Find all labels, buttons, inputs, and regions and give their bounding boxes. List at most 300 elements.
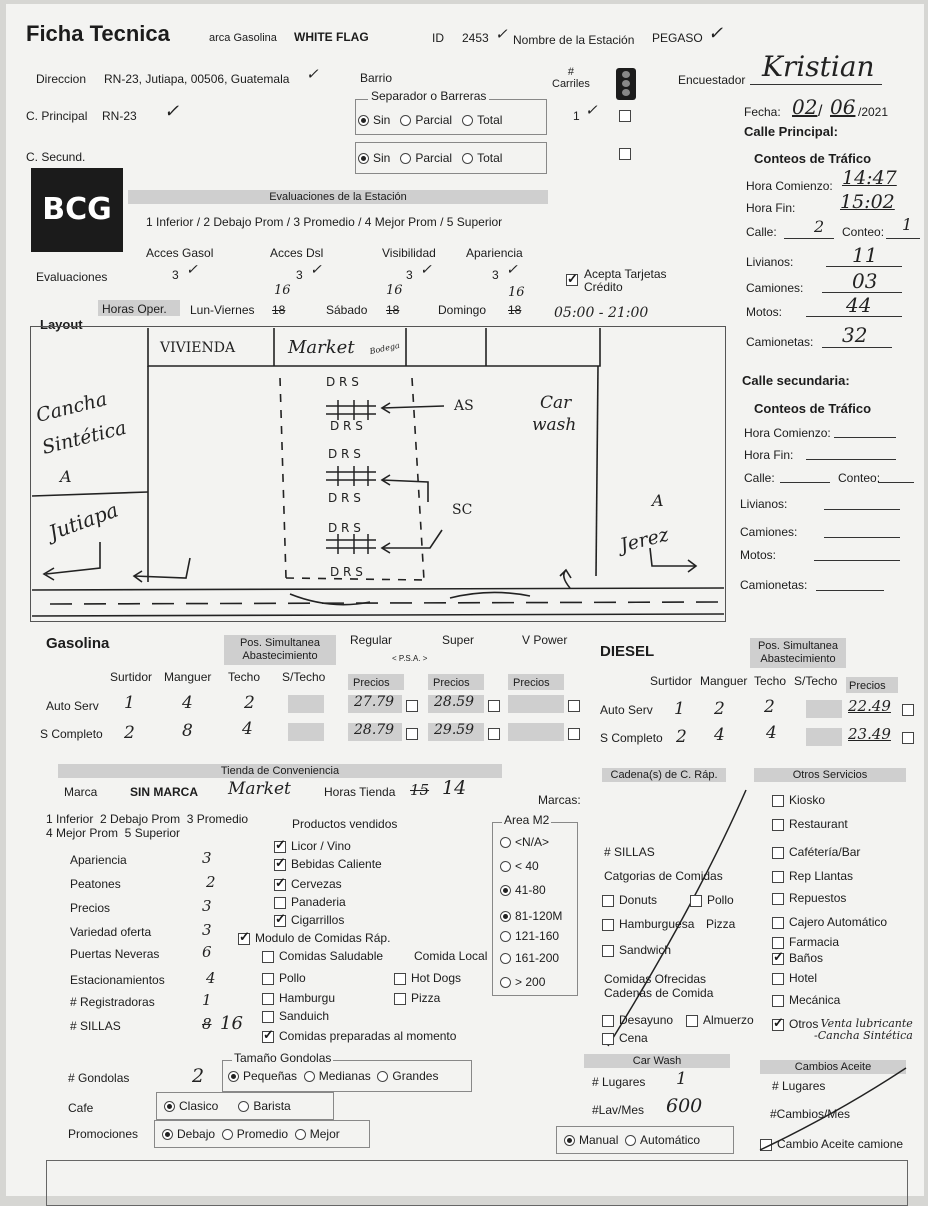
gondola-size-options[interactable]: [228, 1070, 438, 1083]
store-hours-new: 14: [442, 777, 467, 799]
weekday-new: 16: [274, 283, 291, 298]
radio-parcial[interactable]: [400, 115, 411, 126]
motos-line: [814, 560, 900, 561]
date-day: 02: [792, 95, 818, 119]
diesel-auto-serv-techo: 2: [764, 697, 775, 717]
oil-monthly-label: #Cambios/Mes: [770, 1107, 851, 1121]
fast-food-module[interactable]: [238, 932, 390, 945]
option-label: Total: [477, 113, 503, 127]
car-wash-places-label: # Lugares: [592, 1075, 646, 1089]
auto-serv-label: Auto Serv: [46, 699, 99, 713]
cena-checkbox[interactable]: [602, 1033, 614, 1045]
street-value: 2: [814, 217, 825, 236]
super-price-header: Precios: [433, 677, 470, 689]
promo-option-label: Promedio: [236, 1127, 289, 1141]
option-label: Sin: [373, 113, 391, 127]
separator-label: Separador o Barreras: [368, 90, 489, 103]
regular-label: Regular: [350, 633, 393, 647]
food-categories-label: Catgorias de Comidas: [604, 869, 723, 883]
check-mark-icon: ✓: [164, 101, 180, 122]
service-label: Cajero Automático: [789, 915, 888, 929]
regular-checkbox[interactable]: [406, 728, 418, 740]
lanes-value: 1: [573, 109, 580, 123]
cafe-options[interactable]: [164, 1100, 291, 1113]
car-wash-places-value: 1: [676, 1069, 687, 1089]
rating-precios-label: Precios: [70, 901, 111, 915]
stecho-shade: [806, 700, 842, 718]
vpower-label: V Power: [522, 633, 568, 647]
sandwich-checkbox[interactable]: [602, 945, 614, 957]
saturday-new: 16: [386, 283, 403, 298]
weekday-old: 18: [272, 303, 286, 317]
chain-sandwich[interactable]: [602, 944, 671, 957]
repuestos-checkbox[interactable]: [772, 893, 784, 905]
food-label: Hot Dogs: [411, 971, 462, 985]
store-brand-value: SIN MARCA: [130, 785, 198, 799]
sanduich-checkbox[interactable]: [262, 1011, 274, 1023]
survey-sheet: [6, 4, 924, 1196]
service-llantas[interactable]: [772, 870, 853, 883]
vpower-checkbox[interactable]: [568, 728, 580, 740]
col-stecho: S/Techo: [282, 670, 326, 684]
stecho-shade: [288, 723, 324, 741]
date-label: Fecha:: [744, 105, 781, 119]
rating-sillas-label: # SILLAS: [70, 1019, 121, 1033]
service-restaurant[interactable]: [772, 818, 848, 831]
diesel-auto-serv-price: 22.49: [848, 697, 891, 715]
size-label: Grandes: [392, 1069, 439, 1083]
vpower-checkbox[interactable]: [568, 700, 580, 712]
food-label: Hamburgu: [279, 991, 336, 1005]
separator-options-secondary[interactable]: [358, 152, 502, 165]
street-line: [784, 238, 834, 239]
rating-sillas-old: 8: [202, 1015, 212, 1033]
food-saludable[interactable]: [262, 950, 383, 963]
area-radio[interactable]: [500, 861, 511, 872]
diesel-col-stecho: S/Techo: [794, 674, 838, 688]
otros-checkbox[interactable]: [772, 1019, 784, 1031]
camiones-value: 03: [852, 269, 878, 293]
chain-pollo[interactable]: [690, 894, 734, 907]
secondary-street-title: Calle secundaria:: [742, 373, 850, 388]
s-completo-regular-price: 28.79: [354, 722, 395, 738]
price-shade: [508, 695, 564, 713]
promo-radio[interactable]: [162, 1129, 173, 1140]
building-market: Market: [288, 337, 355, 358]
check-mark-icon: ✓: [585, 101, 598, 119]
super-checkbox[interactable]: [488, 728, 500, 740]
cafe-radio[interactable]: [238, 1101, 249, 1112]
arrow-a-label: A: [652, 491, 664, 510]
date-sep: /: [818, 103, 823, 120]
area-na[interactable]: [500, 836, 549, 849]
service-farmacia[interactable]: [772, 936, 839, 949]
radio-parcial[interactable]: [400, 153, 411, 164]
car-wash-bar: Car Wash: [584, 1054, 730, 1068]
promo-radio[interactable]: [295, 1129, 306, 1140]
count-value: 1: [902, 215, 913, 234]
hotel-checkbox[interactable]: [772, 973, 784, 985]
cafe-radio[interactable]: [164, 1101, 175, 1112]
cajero-checkbox[interactable]: [772, 917, 784, 929]
pump-drs: D R S: [328, 447, 361, 461]
promo-label: Promociones: [68, 1127, 139, 1141]
camionetas-line: [822, 347, 892, 348]
rating-neveras-value: 6: [202, 943, 212, 961]
traffic-light-icon: [616, 68, 636, 100]
chain-donuts[interactable]: [602, 894, 657, 907]
panaderia-checkbox[interactable]: [274, 897, 286, 909]
s-completo-super-price: 29.59: [434, 722, 475, 738]
kiosko-checkbox[interactable]: [772, 795, 784, 807]
motos-value: 44: [846, 293, 872, 317]
weekday-label: Lun-Viernes: [190, 303, 255, 317]
gasoline-title: Gasolina: [46, 635, 110, 652]
apariencia-value: 3: [492, 268, 499, 282]
donuts-checkbox[interactable]: [602, 895, 614, 907]
licor-checkbox[interactable]: [274, 841, 286, 853]
radio-total[interactable]: [462, 153, 473, 164]
wash-type-options[interactable]: [564, 1134, 700, 1147]
radio-sin[interactable]: [358, 153, 369, 164]
meal-almuerzo[interactable]: [686, 1014, 754, 1027]
lanes-checkbox[interactable]: [619, 110, 631, 122]
diesel-s-completo-label: S Completo: [600, 731, 663, 745]
oil-places-label: # Lugares: [772, 1079, 826, 1093]
llantas-checkbox[interactable]: [772, 871, 784, 883]
area-radio[interactable]: [500, 837, 511, 848]
rating-neveras-label: Puertas Neveras: [70, 947, 160, 961]
chain-item-label: Hamburguesa: [619, 917, 695, 931]
notes-box[interactable]: [46, 1160, 908, 1206]
rating-variedad-label: Variedad oferta: [70, 925, 152, 939]
marcas-label: Marcas:: [538, 793, 581, 807]
meal-cena[interactable]: [602, 1032, 648, 1045]
bcg-logo: BCG: [31, 168, 123, 252]
service-label: Farmacia: [789, 935, 840, 949]
diesel-checkbox[interactable]: [902, 732, 914, 744]
diesel-s-completo-manguer: 4: [714, 725, 725, 745]
service-hotel[interactable]: [772, 972, 817, 985]
size-radio[interactable]: [377, 1071, 388, 1082]
hamburguesa-checkbox[interactable]: [602, 919, 614, 931]
service-label: Restaurant: [789, 817, 848, 831]
rating-apariencia-value: 3: [202, 849, 212, 867]
date-year: /2021: [858, 105, 889, 119]
product-cigarrillos[interactable]: [274, 914, 344, 927]
almuerzo-checkbox[interactable]: [686, 1015, 698, 1027]
module-checkbox[interactable]: [238, 933, 250, 945]
oil-change-bar: Cambios Aceite: [760, 1060, 906, 1074]
s-completo-surtidor: 2: [124, 723, 135, 743]
size-label: Medianas: [318, 1069, 371, 1083]
products-title: Productos vendidos: [292, 817, 398, 831]
layout-label: Layout: [40, 317, 83, 332]
col-surtidor: Surtidor: [110, 670, 153, 684]
store-hours-old: 15: [410, 781, 430, 799]
cigarrillos-checkbox[interactable]: [274, 915, 286, 927]
product-panaderia[interactable]: [274, 896, 346, 909]
food-label: Sanduich: [279, 1009, 330, 1023]
food-hamburgu[interactable]: [262, 992, 335, 1005]
area-radio[interactable]: [500, 911, 511, 922]
service-label: Repuestos: [789, 891, 847, 905]
main-street-label: C. Principal: [26, 109, 88, 123]
area-200[interactable]: [500, 976, 545, 989]
meal-desayuno[interactable]: [602, 1014, 673, 1027]
product-cervezas[interactable]: [274, 878, 342, 891]
service-label: Otros: [789, 1017, 819, 1031]
start-time-line: [834, 437, 896, 438]
barrio-label: Barrio: [360, 71, 393, 85]
address-value: RN-23, Jutiapa, 00506, Guatemala: [104, 72, 290, 86]
car-wash-monthly-label: #Lav/Mes: [592, 1103, 645, 1117]
hamburgu-checkbox[interactable]: [262, 993, 274, 1005]
start-time-label: Hora Comienzo:: [744, 426, 831, 440]
service-cajero[interactable]: [772, 916, 887, 929]
credit-card-checkbox[interactable]: [566, 274, 578, 286]
date-month: 06: [830, 95, 856, 119]
rating-variedad-value: 3: [202, 921, 212, 939]
fast-food-chain-bar: Cadena(s) de C. Ráp.: [602, 768, 726, 782]
product-label: Cervezas: [291, 877, 342, 891]
area-121-160[interactable]: [500, 930, 559, 943]
area-radio[interactable]: [500, 885, 511, 896]
bebidas-checkbox[interactable]: [274, 859, 286, 871]
hours-range: 05:00 - 21:00: [554, 305, 649, 321]
s-completo-label: S Completo: [40, 727, 103, 741]
pump-drs: D R S: [328, 521, 361, 535]
main-street-title: Calle Principal:: [744, 124, 838, 139]
diesel-title: DIESEL: [600, 643, 655, 660]
s-completo-manguer: 8: [182, 721, 193, 741]
wash-radio[interactable]: [564, 1135, 575, 1146]
food-sanduich[interactable]: [262, 1010, 329, 1023]
auto-serv-techo: 2: [244, 693, 255, 713]
saturday-old: 18: [386, 303, 400, 317]
gondola-size-label: Tamaño Gondolas: [234, 1051, 332, 1065]
diesel-auto-serv-surtidor: 1: [674, 699, 685, 719]
cafe-option-label: Clasico: [179, 1099, 219, 1113]
food-hotdogs[interactable]: [394, 972, 461, 985]
service-kiosko[interactable]: [772, 794, 825, 807]
camionetas-value: 32: [842, 323, 868, 347]
hours-label: Horas Oper.: [102, 302, 167, 316]
meal-label: Almuerzo: [703, 1013, 754, 1027]
cancha-label: Cancha: [33, 388, 110, 427]
cervezas-checkbox[interactable]: [274, 879, 286, 891]
chain-hamburguesa[interactable]: [602, 918, 694, 931]
pollo-checkbox[interactable]: [262, 973, 274, 985]
promo-radio[interactable]: [222, 1129, 233, 1140]
s-completo-techo: 4: [242, 719, 253, 739]
gondolas-label: # Gondolas: [68, 1071, 130, 1085]
end-time-line: [806, 459, 896, 460]
restaurant-checkbox[interactable]: [772, 819, 784, 831]
visibilidad-value: 3: [406, 268, 413, 282]
building-bodega: Bodega: [368, 340, 401, 357]
separator-options-principal[interactable]: [358, 114, 502, 127]
diesel-s-completo-surtidor: 2: [676, 727, 687, 747]
acces-gasol-value: 3: [172, 268, 179, 282]
super-checkbox[interactable]: [488, 700, 500, 712]
auto-serv-surtidor: 1: [124, 693, 135, 713]
diesel-s-completo-price: 23.49: [848, 725, 891, 743]
livianos-value: 11: [852, 243, 878, 267]
col-manguer: Manguer: [164, 670, 212, 684]
chain-item-label: Donuts: [619, 893, 658, 907]
page-title: Ficha Tecnica: [26, 21, 170, 46]
otros-handwritten: Venta lubricante -Cancha Sintética: [814, 1017, 913, 1042]
product-label: Bebidas Caliente: [291, 857, 382, 871]
diesel-pos-sim-label: Pos. Simultanea Abastecimiento: [757, 640, 839, 665]
wash-option-label: Automático: [640, 1133, 701, 1147]
livianos-label: Livianos:: [746, 255, 794, 269]
count-label: Conteo:: [838, 471, 881, 485]
area-label: Area M2: [504, 813, 550, 827]
comida-local-label: Comida Local: [414, 949, 488, 963]
size-radio[interactable]: [228, 1071, 239, 1082]
evaluations-row-label: Evaluaciones: [36, 270, 108, 284]
store-brand-hand: Market: [228, 779, 291, 799]
regular-checkbox[interactable]: [406, 700, 418, 712]
service-cafeteria[interactable]: [772, 846, 860, 859]
hotdogs-checkbox[interactable]: [394, 973, 406, 985]
col-techo: Techo: [228, 670, 261, 684]
area-option-label: 41-80: [515, 883, 546, 897]
mecanica-checkbox[interactable]: [772, 995, 784, 1007]
chain-item-label: Sandwich: [619, 943, 672, 957]
service-label: Cafétería/Bar: [789, 845, 861, 859]
service-label: Kiosko: [789, 793, 826, 807]
count-line: [886, 238, 920, 239]
product-bebidas[interactable]: [274, 858, 382, 871]
camiones-label: Camiones:: [746, 281, 804, 295]
area-option-label: 81-120M: [515, 909, 563, 923]
desayuno-checkbox[interactable]: [602, 1015, 614, 1027]
area-40[interactable]: [500, 860, 539, 873]
service-label: Baños: [789, 951, 824, 965]
meal-label: Cena: [619, 1031, 648, 1045]
food-preparadas[interactable]: [262, 1030, 456, 1043]
station-name-label: Nombre de la Estación: [513, 33, 635, 47]
rating-estacionamientos-value: 4: [206, 969, 216, 987]
store-bar: Tienda de Conveniencia: [58, 764, 502, 778]
service-label: Hotel: [789, 971, 818, 985]
pollo-checkbox[interactable]: [690, 895, 702, 907]
product-licor[interactable]: [274, 840, 351, 853]
service-mecanica[interactable]: [772, 994, 840, 1007]
meal-label: Desayuno: [619, 1013, 674, 1027]
check-mark-icon: ✓: [306, 65, 319, 83]
camionetas-line: [816, 590, 884, 591]
oil-trucks-label: Cambio Aceite camione: [777, 1137, 904, 1151]
surveyor-value: Kristian: [762, 50, 875, 83]
cafe-label: Cafe: [68, 1101, 94, 1115]
wash-radio[interactable]: [625, 1135, 636, 1146]
area-81-120[interactable]: [500, 910, 562, 923]
diesel-col-techo: Techo: [754, 674, 787, 688]
diesel-checkbox[interactable]: [902, 704, 914, 716]
as-label: AS: [454, 398, 474, 414]
size-radio[interactable]: [304, 1071, 315, 1082]
start-time-value: 14:47: [842, 167, 897, 189]
food-label: Pizza: [411, 991, 441, 1005]
wash-label: wash: [532, 415, 577, 435]
area-radio[interactable]: [500, 931, 511, 942]
traffic-count-title: Conteos de Tráfico: [754, 151, 872, 166]
pizza-checkbox[interactable]: [394, 993, 406, 1005]
lanes-label: # Carriles: [552, 66, 590, 91]
option-label: Sin: [373, 151, 391, 165]
sunday-new: 16: [508, 285, 525, 300]
product-label: Panaderia: [291, 895, 346, 909]
end-time-value: 15:02: [840, 191, 895, 213]
area-option-label: 161-200: [515, 951, 560, 965]
street-line: [780, 482, 830, 483]
apariencia-label: Apariencia: [466, 246, 523, 260]
car-wash-monthly-value: 600: [666, 1095, 703, 1117]
area-radio[interactable]: [500, 953, 511, 964]
saludable-checkbox[interactable]: [262, 951, 274, 963]
area-radio[interactable]: [500, 977, 511, 988]
pump-drs: D R S: [330, 565, 363, 579]
service-label: Rep Llantas: [789, 869, 854, 883]
stecho-shade: [288, 695, 324, 713]
cafeteria-checkbox[interactable]: [772, 847, 784, 859]
radio-total[interactable]: [462, 115, 473, 126]
diesel-col-surtidor: Surtidor: [650, 674, 693, 688]
jutiapa-label: Jutiapa: [45, 497, 122, 545]
area-option-label: < 40: [515, 859, 539, 873]
service-label: Mecánica: [789, 993, 841, 1007]
service-repuestos[interactable]: [772, 892, 846, 905]
count-label: Conteo:: [842, 225, 885, 239]
size-label: Pequeñas: [243, 1069, 298, 1083]
check-mark-icon: ✓: [310, 262, 322, 278]
preparadas-checkbox[interactable]: [262, 1031, 274, 1043]
option-label: Total: [477, 151, 503, 165]
station-name-value: PEGASO: [652, 31, 703, 45]
store-scale: 1 Inferior 2 Debajo Prom 3 Promedio 4 Mejor Prom 5 Superior: [46, 812, 249, 840]
layout-sketch: [30, 326, 726, 622]
rating-apariencia-label: Apariencia: [70, 853, 127, 867]
farmacia-checkbox[interactable]: [772, 937, 784, 949]
lanes-checkbox-secondary[interactable]: [619, 148, 631, 160]
banos-checkbox[interactable]: [772, 953, 784, 965]
jerez-label: Jerez: [617, 523, 671, 557]
rating-peatones-value: 2: [206, 873, 216, 891]
service-otros[interactable]: [772, 1018, 818, 1031]
street-label: Calle:: [744, 471, 775, 485]
evaluations-bar: Evaluaciones de la Estación: [128, 190, 548, 204]
store-hours-label: Horas Tienda: [324, 785, 396, 799]
check-mark-icon: ✓: [506, 262, 518, 278]
store-brand-label: Marca: [64, 785, 98, 799]
food-pizza[interactable]: [394, 992, 440, 1005]
area-41-80[interactable]: [500, 884, 546, 897]
promo-options[interactable]: [162, 1128, 340, 1141]
super-label: Super: [442, 633, 475, 647]
gondolas-value: 2: [192, 1065, 205, 1087]
psa-label: < P.S.A. >: [392, 654, 428, 663]
food-pollo[interactable]: [262, 972, 306, 985]
area-161-200[interactable]: [500, 952, 559, 965]
area-option-label: > 200: [515, 975, 546, 989]
radio-sin[interactable]: [358, 115, 369, 126]
service-banos[interactable]: [772, 952, 823, 965]
check-mark-icon: ✓: [420, 262, 432, 278]
